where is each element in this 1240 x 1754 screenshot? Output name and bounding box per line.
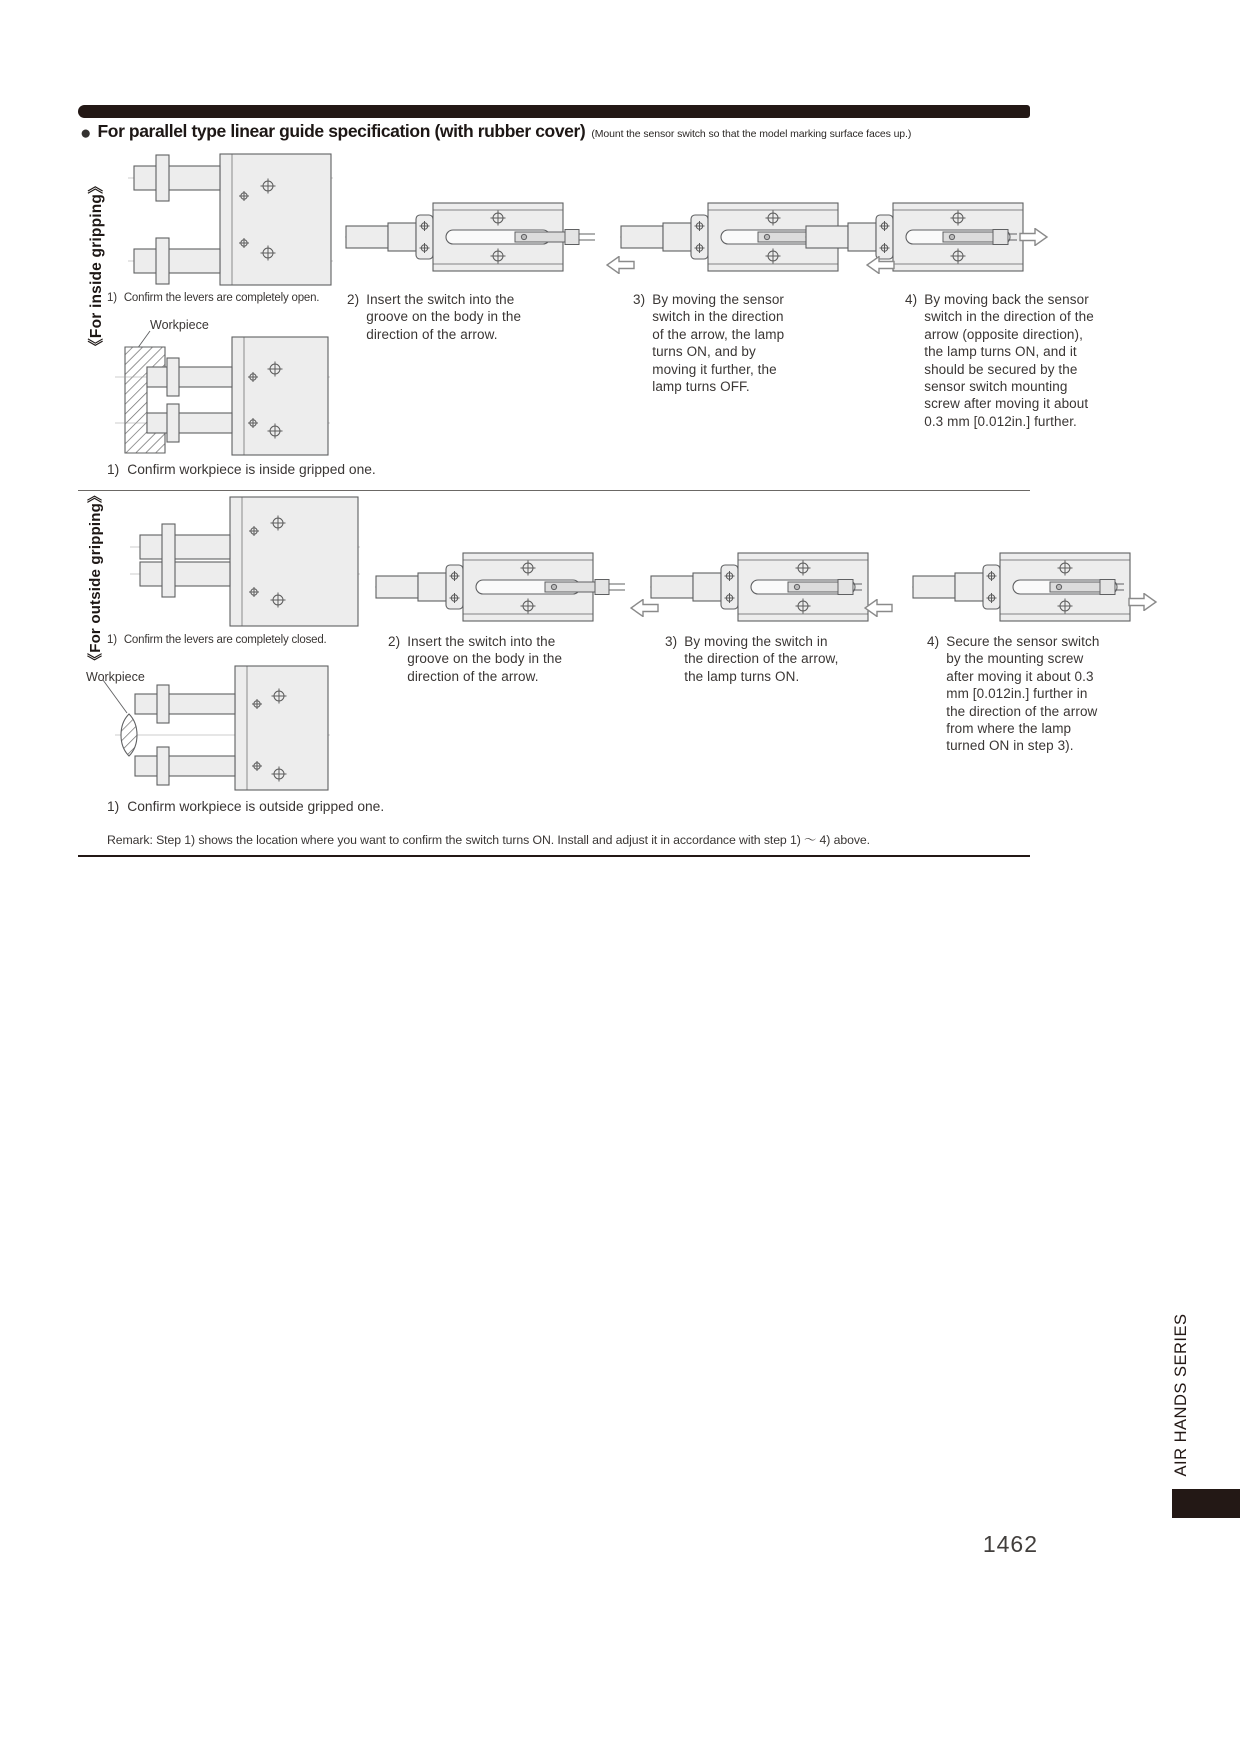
page-title: For parallel type linear guide specification (with rubber cover)	[97, 121, 586, 141]
step-number: 3)	[633, 292, 646, 307]
confirm-text: Confirm workpiece is inside gripped one.	[127, 462, 376, 477]
step-caption	[388, 633, 566, 685]
workpiece-label: Workpiece	[150, 318, 209, 332]
title-row	[80, 121, 911, 142]
confirm-note	[107, 799, 384, 814]
bottom-divider	[78, 855, 1030, 857]
step-text: By moving the sensor switch in the direction of the arrow, the lamp turns ON, and by moving it further, the lamp turns OFF.	[652, 292, 785, 395]
step-text: Insert the switch into the groove on the body in the direction of the arrow.	[366, 292, 522, 342]
arrow-right-icon	[1019, 228, 1049, 246]
step-caption	[927, 633, 1109, 755]
section-label-inside-gripping: 《For inside gripping》	[88, 178, 105, 354]
step-text: By moving back the sensor switch in the direction of the arrow (opposite direction), the lamp turns ON, and it should be secured by the sensor switch mounting screw after moving it about 0.3 mm [0.012in.] further.	[924, 292, 1094, 429]
header-bar	[78, 105, 1030, 118]
side-tab-marker	[1172, 1489, 1240, 1518]
step-text: Insert the switch into the groove on the body in the direction of the arrow.	[407, 634, 563, 684]
step-number: 1)	[107, 292, 117, 304]
side-tab-label: AIR HANDS SERIES	[1172, 1313, 1190, 1477]
step-text: By moving the switch in the direction of the arrow, the lamp turns ON.	[684, 634, 839, 684]
step-text: Secure the sensor switch by the mounting screw after moving it about 0.3 mm [0.012in.] further in the direction of the arrow from where the lamp turned ON in step 3).	[946, 634, 1100, 754]
switch-insert-diagram-outside	[375, 548, 625, 628]
step-caption	[665, 633, 847, 685]
switch-secure-diagram-outside	[912, 548, 1162, 628]
workpiece-label: Workpiece	[86, 670, 145, 684]
step-number: 1)	[107, 634, 117, 646]
step-number: 2)	[347, 292, 360, 307]
arrow-left-icon	[630, 599, 660, 617]
gripper-open-diagram	[128, 152, 333, 287]
step-number: 2)	[388, 634, 401, 649]
step-number: 1)	[107, 799, 120, 814]
page-number: 1462	[982, 1531, 1038, 1557]
arrow-left-icon	[866, 256, 896, 274]
switch-secure-diagram-inside	[805, 198, 1055, 278]
step-caption	[107, 633, 367, 648]
switch-move-diagram-outside	[650, 548, 900, 628]
step-caption	[633, 291, 785, 395]
step-text: Confirm the levers are completely closed.	[123, 634, 327, 646]
step-number: 3)	[665, 634, 678, 649]
gripper-closed-diagram	[130, 495, 360, 628]
switch-insert-diagram-inside	[345, 198, 595, 278]
bullet-icon: ●	[80, 123, 92, 144]
remark-note: Remark: Step 1) shows the location where you want to confirm the switch turns ON. Install and adjust it in accordance with step 1) ～ 4) above.	[107, 833, 870, 847]
section-divider	[78, 490, 1030, 491]
arrow-right-icon	[1128, 593, 1158, 611]
outside-grip-workpiece-diagram	[85, 658, 330, 798]
inside-grip-workpiece-diagram	[115, 295, 330, 460]
confirm-text: Confirm workpiece is outside gripped one.	[127, 799, 385, 814]
arrow-left-icon	[864, 599, 894, 617]
section-label-outside-gripping: 《For outside gripping》	[87, 487, 104, 668]
confirm-note	[107, 462, 376, 477]
step-caption	[905, 291, 1097, 430]
arrow-left-icon	[606, 256, 636, 274]
page-title-note: (Mount the sensor switch so that the model marking surface faces up.)	[591, 128, 912, 140]
step-number: 1)	[107, 462, 120, 477]
step-text: Confirm the levers are completely open.	[123, 292, 320, 304]
step-number: 4)	[905, 292, 918, 307]
step-number: 4)	[927, 634, 940, 649]
step-caption	[347, 291, 525, 343]
